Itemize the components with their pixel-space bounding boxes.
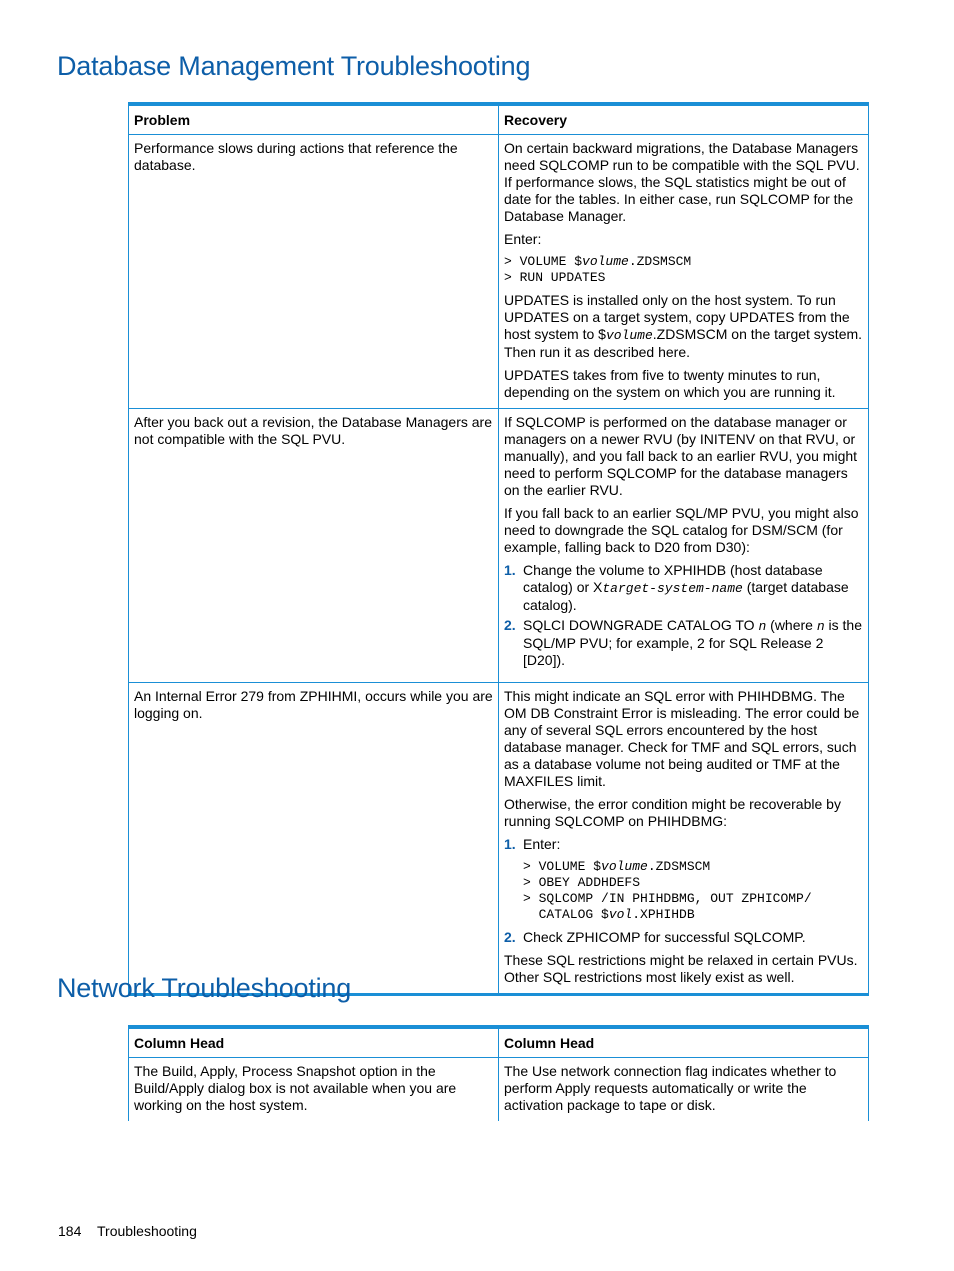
steps-list — [504, 562, 863, 669]
list-item: 1. Change the volume to XPHIHDB (host database catalog) or Xtarget-system-name (target database catalog). — [504, 562, 849, 613]
problem-cell: Performance slows during actions that reference the database. — [129, 135, 499, 409]
list-item: 2. SQLCI DOWNGRADE CATALOG TO n (where n is the SQL/MP PVU; for example, 2 for SQL Release 2 [D20]). — [504, 617, 863, 668]
list-item: 1. Enter: — [504, 836, 561, 852]
column-header-2: Column Head — [499, 1027, 869, 1058]
code-block: > VOLUME $volume.ZDSMSCM > RUN UPDATES — [504, 254, 692, 285]
database-troubleshooting-table — [128, 102, 869, 996]
table-header-row — [129, 104, 869, 135]
list-item: 2. Check ZPHICOMP for successful SQLCOMP. — [504, 929, 806, 945]
table-header-row — [129, 1027, 869, 1058]
section-title-network: Network Troubleshooting — [57, 973, 352, 1003]
column-header-problem: Problem — [129, 104, 499, 135]
recovery-cell: The Use network connection flag indicates whether to perform Apply requests automatically or write the activation package to tape or disk. — [499, 1058, 869, 1122]
table-row — [129, 1058, 869, 1122]
recovery-cell — [499, 409, 869, 683]
recovery-paragraph: This might indicate an SQL error with PHIHDBMG. The OM DB Constraint Error is misleading. The error could be any of several SQL errors encountered by the host database manager. Check for TMF and SQL errors, such as a database volume not being audited or TMF at the MAXFILES limit. — [504, 688, 860, 789]
steps-list — [504, 836, 863, 853]
recovery-paragraph: On certain backward migrations, the Database Managers need SQLCOMP run to be compatible with the SQL PVU. If performance slows, the SQL statistics might be out of date for the tables. In either case, run SQLCOMP for the Database Manager. — [504, 140, 860, 224]
network-troubleshooting-table — [128, 1025, 869, 1121]
footer-section-name: Troubleshooting — [97, 1223, 197, 1239]
recovery-paragraph: These SQL restrictions might be relaxed in certain PVUs. Other SQL restrictions most likely exist as well. — [504, 952, 858, 985]
column-header-1: Column Head — [129, 1027, 499, 1058]
section-title-database: Database Management Troubleshooting — [57, 51, 531, 81]
problem-cell: An Internal Error 279 from ZPHIHMI, occurs while you are logging on. — [129, 683, 499, 995]
recovery-paragraph: UPDATES takes from five to twenty minutes to run, depending on the system on which you are running it. — [504, 367, 836, 400]
recovery-paragraph: UPDATES is installed only on the host system. To run UPDATES on a target system, copy UPDATES from the host system to $volume.ZDSMSCM on the target system. Then run it as described here. — [504, 292, 863, 360]
table-row — [129, 135, 869, 409]
recovery-cell — [499, 683, 869, 995]
recovery-paragraph: If SQLCOMP is performed on the database manager or managers on a newer RVU (by INITENV on that RVU, or manually), and you fall back to an earlier RVU, you might need to perform SQLCOMP for the database managers on the earlier RVU. — [504, 414, 858, 498]
page-footer — [58, 1223, 197, 1239]
code-block: > VOLUME $volume.ZDSMSCM > OBEY ADDHDEFS > SQLCOMP /IN PHIHDBMG, OUT ZPHICOMP/ CATALOG $vol.XPHIHDB — [523, 859, 812, 922]
problem-cell: After you back out a revision, the Database Managers are not compatible with the SQL PVU. — [129, 409, 499, 683]
table-row — [129, 409, 869, 683]
page-number: 184 — [58, 1223, 82, 1239]
recovery-paragraph: If you fall back to an earlier SQL/MP PVU, you might also need to downgrade the SQL catalog for DSM/SCM (for example, falling back to D20 from D30): — [504, 505, 859, 555]
recovery-paragraph: Otherwise, the error condition might be recoverable by running SQLCOMP on PHIHDBMG: — [504, 796, 841, 829]
table-row — [129, 683, 869, 995]
recovery-paragraph: Enter: — [504, 231, 542, 247]
recovery-cell — [499, 135, 869, 409]
problem-cell: The Build, Apply, Process Snapshot option in the Build/Apply dialog box is not available when you are working on the host system. — [129, 1058, 499, 1122]
column-header-recovery: Recovery — [499, 104, 869, 135]
steps-list — [504, 929, 863, 946]
